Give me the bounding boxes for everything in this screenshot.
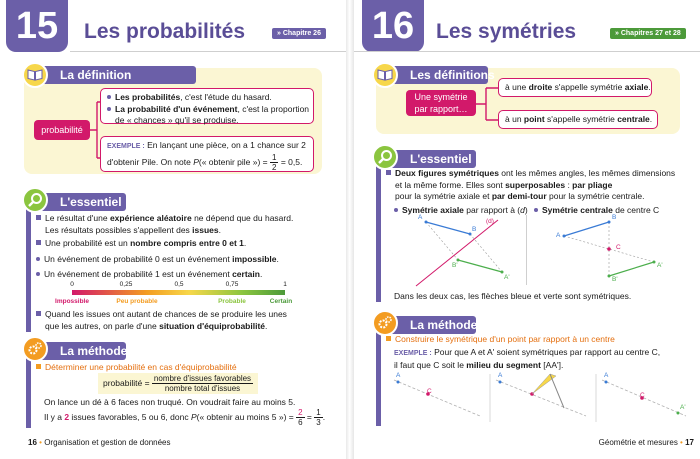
- chapter-ref-text: Chapitre 26: [282, 30, 321, 37]
- scale-tick-1: 1: [283, 281, 287, 288]
- chapter-ref-badge: » Chapitre 26: [272, 28, 326, 39]
- figures-divider: [526, 215, 527, 285]
- central-symmetry-figure: [554, 216, 664, 288]
- point-A: A: [418, 214, 423, 221]
- definition-heading: La définition: [26, 66, 196, 84]
- fig-axiale-caption: Symétrie axiale par rapport à (d): [394, 205, 528, 217]
- definition-box: Les probabilités, c'est l'étude du hasard. La probabilité d'un événement, c'est la proportion de « chances » qu'il se produise.: [100, 88, 314, 124]
- term-probabilite: probabilité: [34, 120, 90, 140]
- point-B-prime-central: B': [612, 276, 618, 283]
- bullet: [36, 215, 41, 220]
- blue-arrow: [426, 222, 470, 234]
- scale-word-impossible: Impossible: [55, 298, 89, 305]
- probability-scale-bar: [72, 290, 285, 295]
- methode-side-bar: [376, 326, 381, 426]
- point-C-central: C: [616, 244, 621, 251]
- green-arrow: [609, 262, 654, 276]
- point-A-prime-central: A': [657, 262, 663, 269]
- essentiel-text: Le résultat d'une expérience aléatoire ne dépend que du hasard. Les résultats possibles s'appellent des issues. Une probabilité est un nombre compris entre 0 et 1. Un événement de probabilité 0 est un événement impossible. Un événement de probabilité 1 est un événement certain.: [36, 213, 341, 281]
- bullet: [107, 95, 111, 99]
- scale-word-peu-probable: Peu probable: [116, 298, 158, 305]
- green-arrow: [458, 260, 502, 272]
- methode-heading: La méthode: [376, 316, 476, 334]
- magnifier-icon: [372, 144, 398, 170]
- step3-point-C: C: [640, 392, 645, 399]
- construction-line: [470, 234, 502, 272]
- title-rule: [70, 51, 346, 52]
- methode-heading: La méthode: [26, 342, 126, 360]
- book-icon: [372, 62, 398, 88]
- title-rule: [354, 51, 700, 52]
- symmetry-conclusion: Dans les deux cas, les flèches bleue et verte sont symétriques.: [394, 291, 632, 301]
- chapter-ref-text: Chapitres 27 et 28: [620, 30, 681, 37]
- chapter-ref-badge: » Chapitres 27 et 28: [610, 28, 686, 39]
- step1-point-A: A: [396, 372, 401, 379]
- step3-point-A-prime: A': [680, 404, 686, 411]
- chapter-number-16: 16: [362, 0, 424, 52]
- definition-axiale: à une droite s'appelle symétrie axiale.: [498, 78, 652, 97]
- right-footer: Géométrie et mesures • 17: [598, 438, 694, 447]
- bullet: [394, 208, 398, 212]
- methode-line2: Il y a 2 issues favorables, 5 ou 6, donc P(« obtenir au moins 5 ») = $\frac{2}{6}$ = $\frac{1}{3}$ .: [44, 408, 326, 428]
- scale-tick-0: 0: [70, 281, 74, 288]
- formula-fraction: $\frac{\text{nombre d'issues favorables}}{\text{nombre total d'issues}}$: [153, 374, 252, 393]
- point-B: B: [472, 226, 477, 233]
- essentiel-heading: L'essentiel: [26, 193, 126, 211]
- methode-example: EXEMPLE : Pour que A et A' soient symétriques par rapport au centre C, il faut que C soit le milieu du segment [AA'].: [394, 347, 661, 370]
- methode-subtitle: Construire le symétrique d'un point par rapport à un centre: [386, 334, 615, 346]
- definitions-bracket: [476, 84, 500, 124]
- point-A-central: A: [556, 232, 561, 239]
- bullet: [107, 107, 111, 111]
- bullet: [36, 240, 41, 245]
- essentiel-heading: L'essentiel: [376, 150, 476, 168]
- magnifier-icon: [22, 187, 48, 213]
- example-box: EXEMPLE : En lançant une pièce, on a 1 chance sur 2 d'obtenir Pile. On note P(« obtenir pile ») = $\frac{1}{2}$ = 0,5.: [100, 136, 314, 172]
- left-footer: 16 • Organisation et gestion de données: [28, 438, 171, 447]
- compass-icon: [532, 374, 556, 394]
- book-gutter: [346, 0, 354, 459]
- right-page: [354, 0, 700, 459]
- essentiel-side-bar: [26, 198, 31, 332]
- bullet: [534, 208, 538, 212]
- construction-line: [426, 222, 458, 260]
- methode-subtitle: Déterminer une probabilité en cas d'équiprobabilité: [36, 362, 237, 374]
- book-icon: [22, 62, 48, 88]
- page-title: Les symétries: [436, 20, 577, 43]
- step2-point-A: A: [498, 372, 503, 379]
- step1-line: [394, 380, 480, 416]
- fraction: $\frac{1}{2}$: [272, 152, 277, 172]
- fig-centrale-caption: Symétrie centrale de centre C: [534, 205, 659, 217]
- point-A-prime: A': [504, 274, 510, 281]
- methode-side-bar: [26, 352, 31, 428]
- gears-icon: [22, 336, 48, 362]
- axial-symmetry-figure: [398, 216, 518, 288]
- scale-tick-075: 0,75: [225, 281, 239, 288]
- essentiel-side-bar: [376, 160, 381, 302]
- chapter-number-15: 15: [6, 0, 68, 52]
- point-B-prime: B': [452, 262, 458, 269]
- center-C: [607, 247, 611, 251]
- scale-word-probable: Probable: [218, 298, 246, 305]
- page-title: Les probabilités: [84, 20, 246, 43]
- point-B-central: B: [612, 214, 617, 221]
- scale-tick-025: 0,25: [119, 281, 133, 288]
- fraction: $\frac{1}{3}$: [316, 408, 321, 428]
- bullet: [36, 311, 41, 316]
- step1-point-C: C: [427, 388, 432, 395]
- essentiel-text: Deux figures symétriques ont les mêmes angles, les mêmes dimensions et la même forme. Elles sont superposables : par pliage pour la symétrie axiale et par demi-tour pour la symétrie centrale.: [386, 168, 675, 203]
- bullet: [36, 257, 40, 261]
- bullet: [386, 170, 391, 175]
- scale-word-certain: Certain: [269, 298, 293, 305]
- left-page: [0, 0, 346, 459]
- bullet: [36, 364, 41, 369]
- axis-label: (d): [486, 218, 494, 225]
- equiprobability-text: Quand les issues ont autant de chances de se produire les unes que les autres, on parle d'une situation d'équiprobabilité.: [36, 309, 287, 332]
- methode-line1: On lance un dé à 6 faces non truqué. On voudrait faire au moins 5.: [44, 397, 296, 407]
- step3-point-A: A: [604, 372, 609, 379]
- bullet: [36, 272, 40, 276]
- bullet: [386, 336, 391, 341]
- definitions-heading: Les définitions: [376, 66, 488, 84]
- scale-tick-05: 0,5: [174, 281, 184, 288]
- definition-centrale: à un point s'appelle symétrie centrale.: [498, 110, 658, 129]
- fraction: $\frac{2}{6}$: [298, 408, 303, 428]
- gears-icon: [372, 310, 398, 336]
- term-symetrie: Une symétrie par rapport…: [406, 90, 476, 116]
- construction-steps-figure: [390, 372, 690, 424]
- probability-formula: probabilité = $\frac{\text{nombre d'issues favorables}}{\text{nombre total d'issues}}$: [98, 373, 258, 394]
- blue-arrow: [564, 222, 609, 236]
